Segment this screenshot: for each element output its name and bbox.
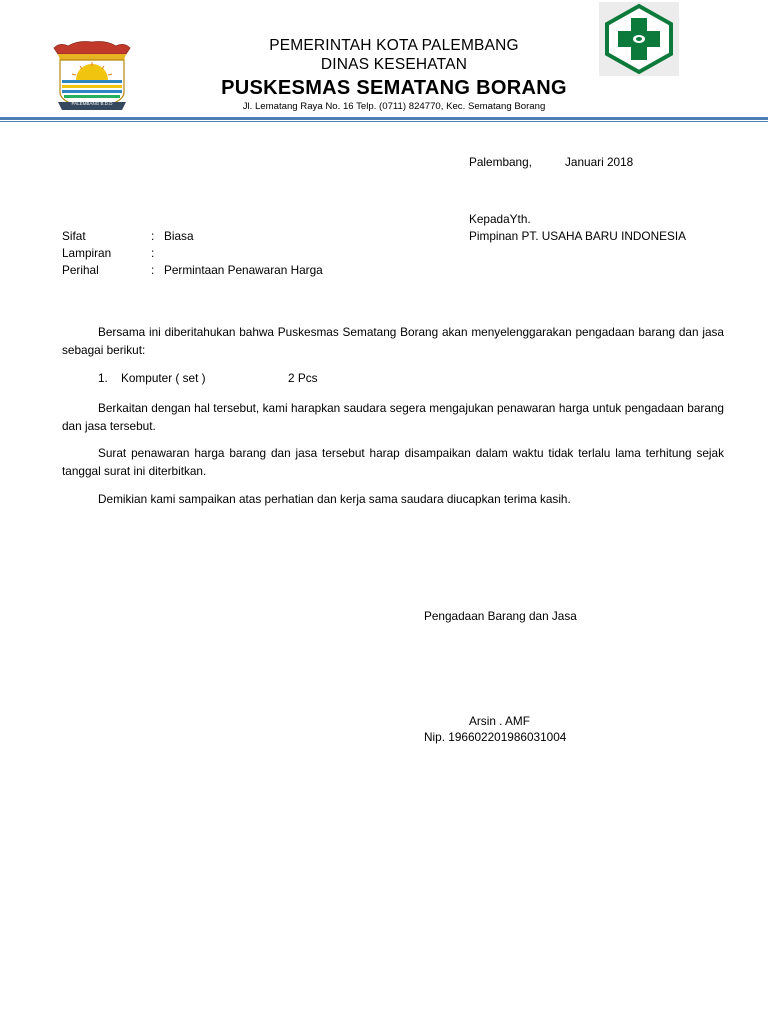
item-quantity: 2 Pcs <box>288 371 318 385</box>
lampiran-colon: : <box>151 246 155 260</box>
emblem-ribbon-text: PALEMBANG B.D.D <box>71 101 113 106</box>
recipient-name: Pimpinan PT. USAHA BARU INDONESIA <box>469 229 686 243</box>
sifat-colon: : <box>151 229 155 243</box>
body-paragraph-intro-text: Bersama ini diberitahukan bahwa Puskesmas Sematang Borang akan menyelenggarakan pengadaan barang dan jasa sebagai berikut: <box>62 325 724 357</box>
lampiran-label: Lampiran <box>62 246 112 260</box>
sifat-value: Biasa <box>164 229 194 243</box>
palembang-city-emblem-icon <box>48 38 136 116</box>
date-value: Januari 2018 <box>565 155 634 169</box>
perihal-value: Permintaan Penawaran Harga <box>164 263 323 277</box>
body-paragraph-request <box>62 399 724 435</box>
signature-name: Arsin . AMF <box>469 714 530 728</box>
header-institution-title: PUSKESMAS SEMATANG BORANG <box>221 77 567 99</box>
perihal-label: Perihal <box>62 263 99 277</box>
recipient-salutation: KepadaYth. <box>469 212 531 226</box>
signature-nip: Nip. 196602201986031004 <box>424 730 567 744</box>
body-paragraph-closing-text: Demikian kami sampaikan atas perhatian dan kerja sama saudara diucapkan terima kasih. <box>98 492 571 506</box>
header-divider-thick <box>0 117 768 120</box>
header-department-line: DINAS KESEHATAN <box>320 56 468 73</box>
perihal-colon: : <box>151 263 155 277</box>
body-paragraph-deadline-text: Surat penawaran harga barang dan jasa tersebut harap disampaikan dalam waktu tidak terlalu lama terhitung sejak tanggal surat ini diterbitkan. <box>62 446 724 478</box>
item-number: 1. <box>98 371 108 385</box>
header-divider-thin <box>0 121 768 122</box>
body-paragraph-request-text: Berkaitan dengan hal tersebut, kami harapkan saudara segera mengajukan penawaran harga untuk pengadaan barang dan jasa tersebut. <box>62 401 724 433</box>
sifat-label: Sifat <box>62 229 86 243</box>
signature-title: Pengadaan Barang dan Jasa <box>424 609 577 623</box>
header-government-line: PEMERINTAH KOTA PALEMBANG <box>269 37 519 54</box>
body-paragraph-closing <box>62 490 724 508</box>
header-address: Jl. Lematang Raya No. 16 Telp. (0711) 824770, Kec. Sematang Borang <box>242 101 546 112</box>
body-paragraph-deadline <box>62 444 724 480</box>
date-city: Palembang, <box>469 155 532 169</box>
body-paragraph-intro <box>62 323 724 359</box>
item-name: Komputer ( set ) <box>121 371 206 385</box>
